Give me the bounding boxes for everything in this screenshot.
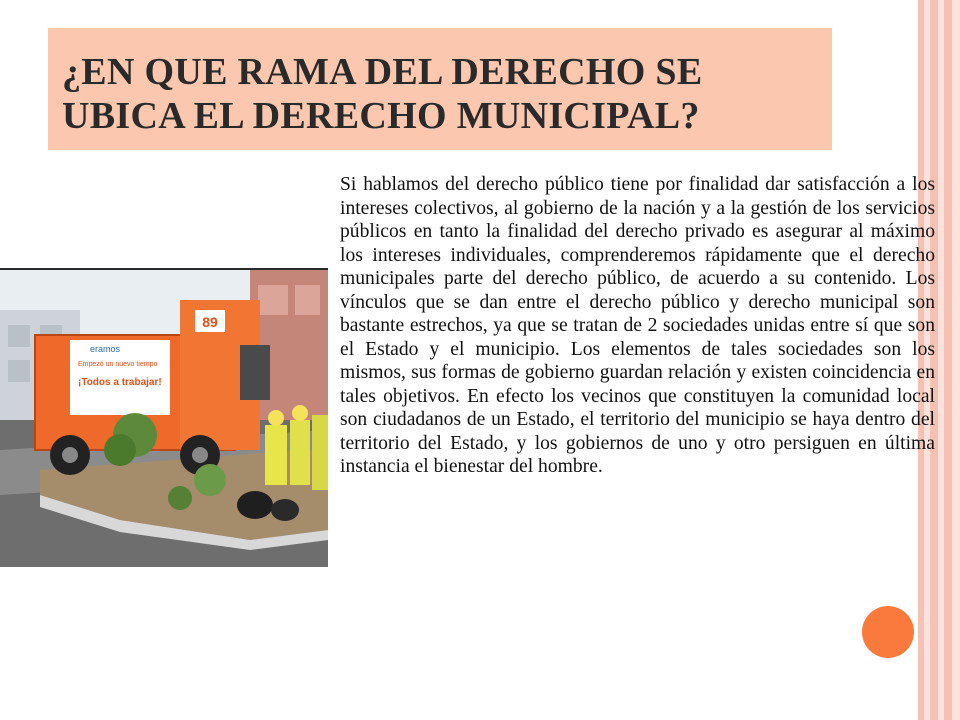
banner-brand: eramos <box>90 344 121 354</box>
slide-title: ¿EN QUE RAMA DEL DERECHO SE UBICA EL DERECHO MUNICIPAL? <box>62 51 703 137</box>
photo-illustration <box>0 270 328 567</box>
banner-slogan: ¡Todos a trabajar! <box>78 377 162 388</box>
orange-circle-decoration <box>862 606 914 658</box>
truck-number: 89 <box>202 314 218 330</box>
garbage-truck-photo <box>0 268 328 567</box>
title-box <box>48 28 832 150</box>
body-paragraph: Si hablamos del derecho público tiene por finalidad dar satisfacción a los intereses colectivos, al gobierno de la nación y a la gestión de los servicios públicos en tanto la finalidad del derecho privado es asegurar al máximo los intereses individuales, comprenderemos rápidamente que el derecho municipales parte del derecho público, de acuerdo a su contenido. Los vínculos que se dan entre el derecho público y derecho municipal son bastante estrechos, ya que se tratan de 2 sociedades unidas entre sí que son el Estado y el municipio. Los elementos de tales sociedades son los mismos, sus formas de gobierno guardan relación y existen coincidencia en tales objetivos. En efecto los vecinos que constituyen la comunidad local son ciudadanos de un Estado, el territorio del municipio se haya dentro del territorio del Estado, y los gobiernos de uno y otro persiguen en última instancia el bienestar del hombre. <box>340 174 935 477</box>
banner-tagline: Empezó un nuevo tiempo <box>78 361 158 368</box>
